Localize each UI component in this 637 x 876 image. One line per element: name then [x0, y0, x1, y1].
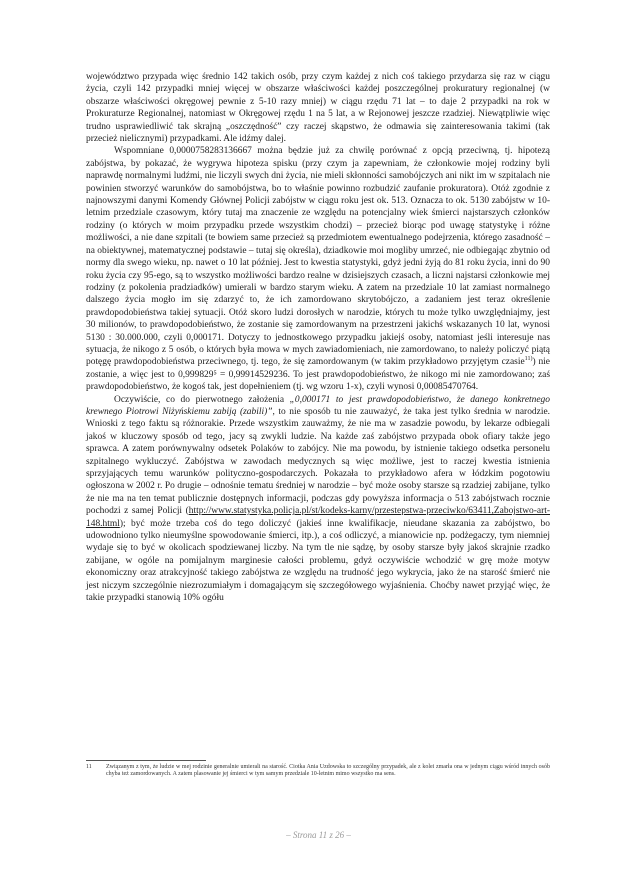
paragraph-2	[86, 145, 550, 393]
paragraph-3-part-2: , to nie sposób tu nie zauważyć, że taka jest tylko średnia w narodzie. Wnioski z tego faktu są różnorakie. Przede wszystkim zauważmy, że nie ma w zasadzie powodu, by lekarze odbiegali jakoś w kluczowy sposób od tego, jacy są zwykli ludzie. Na każde zaś zabójstwo przypada obok ofiary także jego sprawca. A zatem porównywalny odsetek Polaków to zabójcy. Nie ma powodu, by istnienie takiego odsetka personelu szpitalnego wykluczyć. Zabójstwa w zawodach medycznych są więc możliwe, jest to raczej kwestia istnienia sprzyjających temu warunków polityczno-gospodarczych. Pokazała to przykładowo afera w łódzkim pogotowiu ogłoszona w 2002 r. Po drugie – odnośnie tematu średniej w narodzie – być może osoby starsze są rzadziej zabijane, tylko że nie ma na ten temat publicznie dostępnych informacji, podczas gdy powyższa informacja o 513 zabójstwach rocznie pochodzi z samej Policji (	[86, 406, 550, 517]
footnote-reference[interactable]: 11)	[524, 356, 533, 363]
paragraph-3-part-3: ); być może trzeba coś do tego doliczyć (jakieś inne kwalifikacje, nieudane skazania za zabójstwo, bo udowodniono tylko nieumyślne spowodowanie śmierci, itp.), a coś odliczyć, a mianowicie np. podżegaczy, tym niemniej wydaje się to być w okolicach spodziewanej liczby. Na tym tle nie sądzę, by osoby starsze były jakoś skrajnie rzadko zabijane, w ogóle na pomijalnym marginesie całości problemu, gdyż oczywiście wchodzić w grę może motyw ekonomiczny oraz atrakcyjność takiego zabójstwa ze względu na trudność jego wykrycia, jako że na starość śmierć nie jest niczym szczególnie niezrozumiałym i domagającym się szczegółowego wyjaśnienia. Choćby nawet przyjąć więc, że takie przypadki stanowią 10% ogółu	[86, 518, 550, 604]
paragraph-3-quote: „0,000171 to jest prawdopodobieństwo, że danego konkretnego krewnego Piotrowi Niżyńskiemu zabiją (zabili)”	[86, 394, 550, 417]
paragraph-3	[86, 394, 550, 605]
page-number: – Strona 11 z 26 –	[286, 830, 351, 840]
paragraph-2-part-2: ) nie zostanie, a więc jest to 0,999829⁵ = 0,99914529236. To jest prawdopodobieństwo, że nikogo mi nie zamordowano; zaś prawdopodobieństwo, że kogoś tak, jest dopełnieniem (tj. wg wzoru 1-x), czyli wynosi 0,00085470764.	[86, 357, 550, 393]
main-text	[86, 71, 550, 604]
footnote	[86, 764, 550, 779]
footnote-number: 11	[86, 764, 92, 770]
footnote-text: Związanym z tym, że ludzie w mej rodzinie generalnie umierali na starość. Ciotka Ania Uzdowska to szczególny przypadek, ale z kolei zmarła ona w jednym ciągu wśród innych osób chyba też zamordowanych. A zatem plasowanie jej śmierci w tym samym przedziale 10-letnim mimo wszystko ma sens.	[106, 764, 550, 778]
footnote-separator	[86, 760, 206, 761]
paragraph-1: województwo przypada więc średnio 142 takich osób, przy czym każdej z nich coś takiego przydarza się raz w ciągu życia, czyli 142 przypadki mniej więcej w obszarze właściwości każdej poszczególnej prokuratury regionalnej (w obszarze właściwości okręgowej pewnie z 5-10 razy mniej) w ciągu rzędu 71 lat – to daje 2 przypadki na rok w Prokuraturze Regionalnej, natomiast w Okręgowej rzędu 1 na 5 lat, a w Rejonowej jeszcze rzadziej. Niewątpliwie więc trudno usprawiedliwić tak skrajną „oszczędność” czy raczej skąpstwo, że odmawia się zainteresowania takimi (tak przecież nielicznymi) przypadkami. Ale idźmy dalej.	[86, 72, 550, 145]
paragraph-3-part-1: Oczywiście, co do pierwotnego założenia	[114, 394, 290, 405]
police-statistics-link[interactable]: http://www.statystyka.policja.pl/st/kodeks-karny/przestepstwa-przeciwko/63411,Zabojstwo-art-148.html	[86, 506, 550, 529]
paragraph-2-part-1: Wspomniane 0,0000758283136667 można będzie już za chwilę porównać z opcją przeciwną, tj. hipotezą zabójstwa, by pokazać, że wygrywa hipoteza spisku (przy czym ja zapewniam, że członkowie mojej rodziny byli naprawdę normalnymi ludźmi, nie liczyli swych dni życia, nie mieli skłonności samobójczych ani nikt im w szpitalach nie powinien stworzyć warunków do samobójstwa, bo to właśnie powinno rozbudzić zaufanie prokuratora). Otóż zgodnie z najnowszymi danymi Komendy Głównej Policji zabójstw w ciągu roku jest ok. 513. Oznacza to ok. 5130 zabójstw w 10-letnim przedziale czasowym, który tutaj ma znaczenie ze względu na potencjalny wiek śmierci najstarszych członków rodziny (o których w moim przypadku przede wszystkim chodzi) – przecież biorąc pod uwagę statystykę i różne możliwości, a nie dane szpitali (te bowiem same przecież są przedmiotem ewentualnego podejrzenia, którego zasadność – na obiektywnej, matematycznej podstawie – tutaj się określa), dziadkowie moi mogliby umrzeć, nie odbiegając zbytnio od normy dla swego wieku, np. nawet o 10 lat później. Jest to kwestia statystyki, gdyż jedni żyją do 81 roku życia, inni do 90 roku życia czy 95-ego, są to wszystko możliwości bardzo realne w dzisiejszych czasach, a liczni najstarsi członkowie mej rodziny (z pokolenia pradziadków) umierali w bardzo starym wieku. A zatem na przedziale 10 lat zamiast normalnego dalszego życia mogło im się zdarzyć to, że ich zamordowano skrytobójczo, a zadaniem jest teraz określenie prawdopodobieństwa takiej sytuacji. Otóż skoro ludzi dorosłych w narodzie, których tu może tylko uwzględniajmy, jest 30 milionów, to prawdopodobieństwo, że zostanie się zamordowanym na przestrzeni jakichś wskazanych 10 lat, wynosi 5130 : 30.000.000, czyli 0,000171. Dotyczy to jednostkowego przypadku jakiejś osoby, natomiast jeśli interesuje nas sytuacja, że nikogo z 5 osób, o których była mowa w mych zawiadomieniach, nie zamordowano, to należy policzyć piątą potęgę prawdopodobieństwa przeciwnego, tj. tego, że się zamordowanym (w takim przykładowo przyjętym czasie	[86, 146, 550, 368]
